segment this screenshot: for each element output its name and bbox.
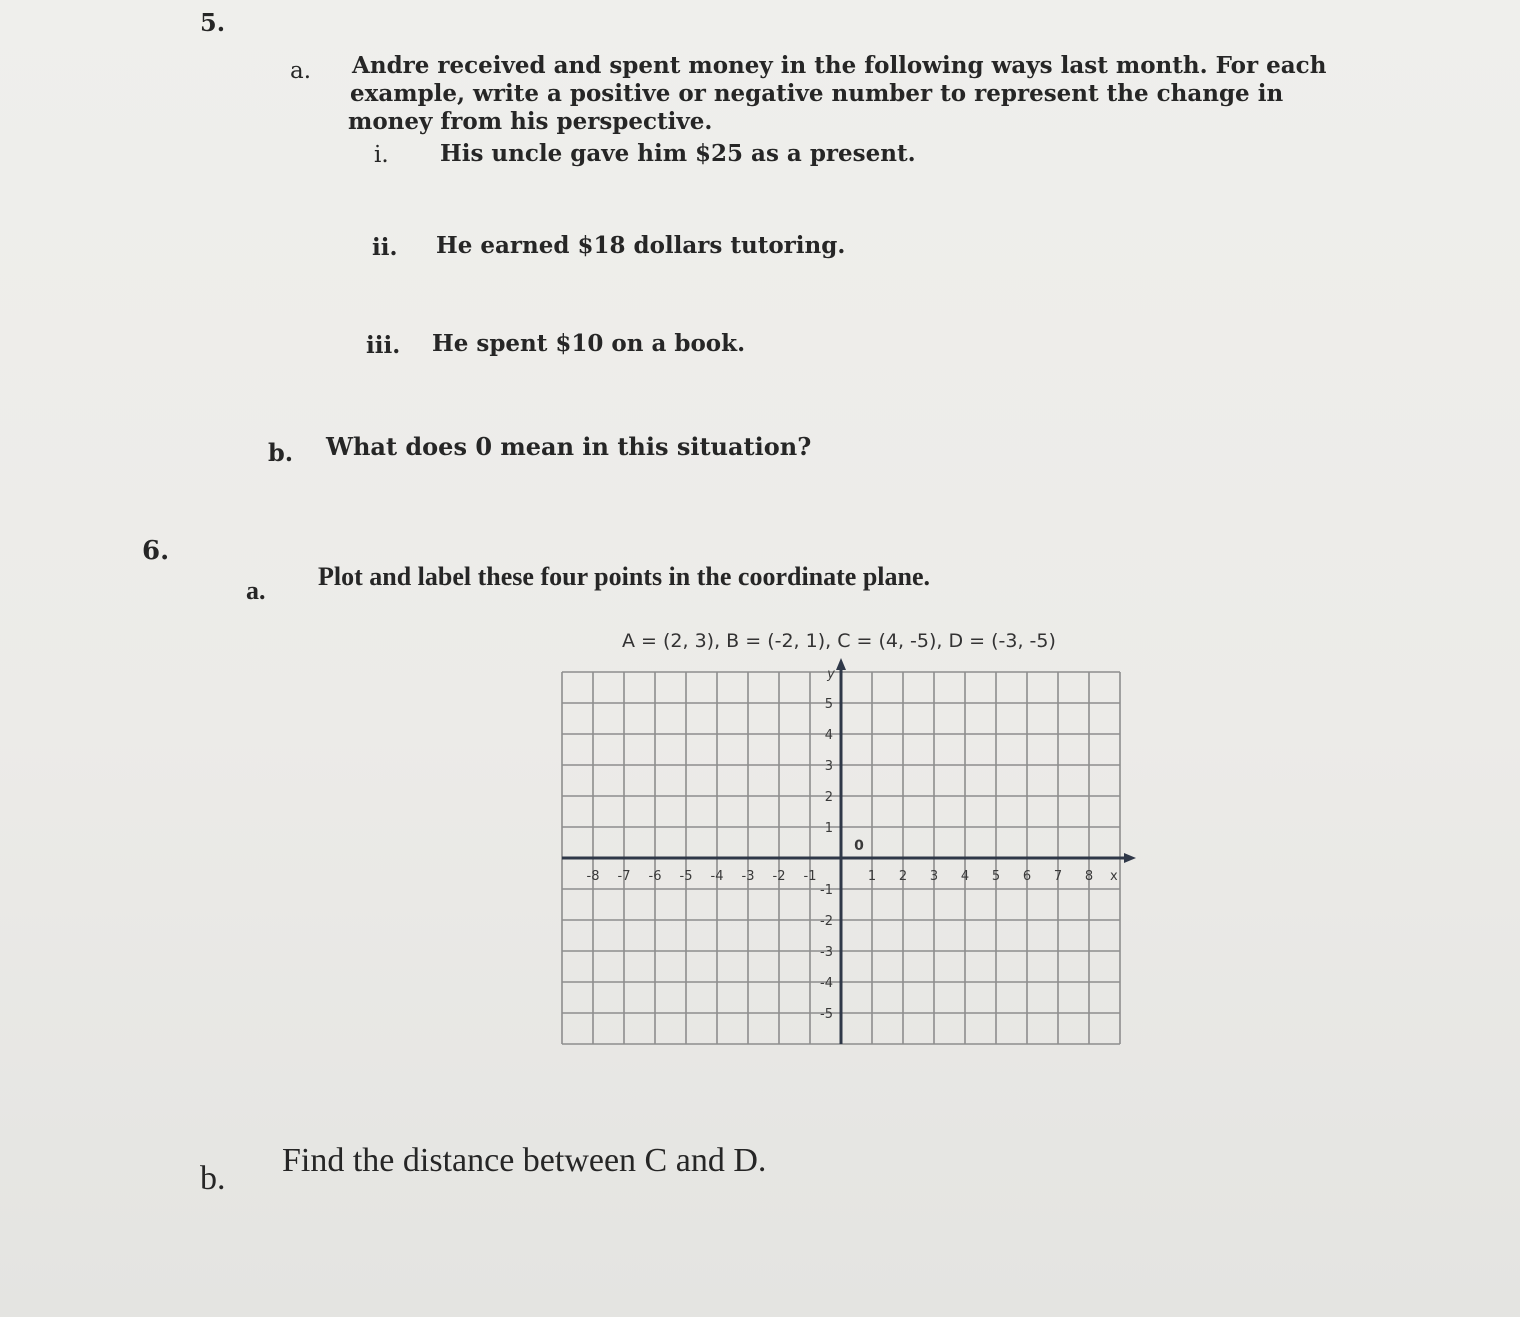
tick-labels (587, 667, 1118, 1022)
x-tick-label: -8 (586, 869, 600, 884)
y-tick-label: -4 (820, 976, 833, 991)
x-tick-label: 6 (1022, 869, 1032, 884)
x-tick-label: 2 (898, 869, 908, 884)
y-tick-label: -5 (820, 1007, 833, 1022)
problem-6b-text: Find the distance between C and D. (282, 1142, 767, 1179)
item-i-text: His uncle gave him $25 as a present. (440, 140, 916, 167)
x-tick-label: -6 (648, 869, 662, 884)
y-axis-arrow (836, 658, 846, 670)
y-tick-label: 2 (824, 790, 833, 805)
problem-6a-text: Plot and label these four points in the coordinate plane. (318, 562, 931, 591)
item-i-number: i. (374, 142, 389, 168)
x-tick-label: 4 (960, 869, 970, 884)
item-ii-text: He earned $18 dollars tutoring. (436, 232, 846, 259)
y-axis-label: y (827, 667, 835, 682)
problem-6b-letter: b. (200, 1160, 226, 1197)
problem-5a-line-3: money from his perspective. (348, 108, 713, 135)
x-tick-label: 5 (991, 869, 1001, 884)
y-tick-label: 4 (824, 728, 833, 743)
x-tick-label: -3 (741, 869, 755, 884)
x-tick-label: 8 (1084, 869, 1094, 884)
points-list: A = (2, 3), B = (-2, 1), C = (4, -5), D = (-3, -5) (622, 630, 1056, 652)
y-tick-label: -2 (820, 914, 833, 929)
y-tick-label: 3 (824, 759, 833, 774)
problem-5b-text: What does 0 mean in this situation? (326, 432, 812, 461)
x-tick-label: 7 (1053, 869, 1063, 884)
y-tick-label: -1 (820, 883, 833, 898)
coordinate-plane[interactable] (552, 656, 1162, 1046)
x-tick-label: 3 (929, 869, 939, 884)
y-tick-label: -3 (820, 945, 833, 960)
origin-label: 0 (854, 838, 864, 854)
y-tick-label: 1 (824, 821, 833, 836)
problem-5a-line-2: example, write a positive or negative number to represent the change in (350, 80, 1284, 107)
x-axis-arrow (1124, 853, 1136, 863)
problem-5-number: 5. (200, 8, 226, 37)
problem-5a-line-1: Andre received and spent money in the following ways last month. For each (352, 52, 1327, 79)
item-iii-number: iii. (366, 332, 401, 359)
problem-5b-letter: b. (268, 438, 294, 467)
item-iii-text: He spent $10 on a book. (432, 330, 746, 357)
x-tick-label: 1 (867, 869, 877, 884)
problem-6a-letter: a. (246, 576, 266, 605)
y-tick-label: 5 (824, 697, 833, 712)
x-tick-label: -5 (679, 869, 693, 884)
x-tick-label: -7 (617, 869, 631, 884)
item-ii-number: ii. (372, 234, 398, 261)
problem-6-number: 6. (142, 536, 170, 566)
x-tick-label: -1 (803, 869, 817, 884)
x-tick-label: -4 (710, 869, 724, 884)
x-axis-label: x (1109, 869, 1118, 884)
x-tick-label: -2 (772, 869, 786, 884)
axes (562, 658, 1136, 1044)
problem-5a-letter: a. (290, 58, 312, 84)
